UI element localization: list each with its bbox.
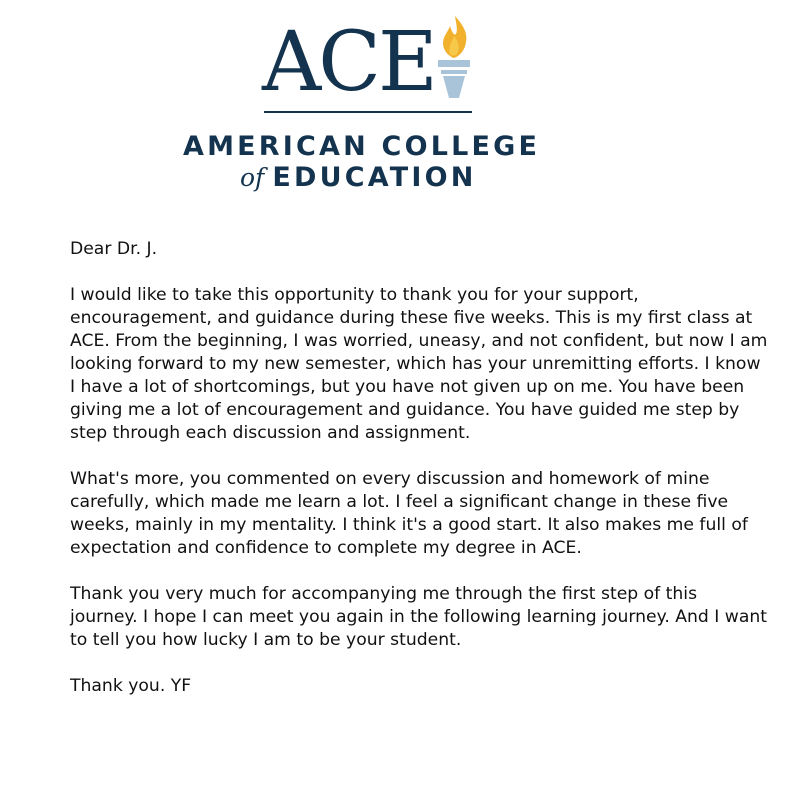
ace-logo: [0, 0, 800, 210]
letter-body: [70, 238, 770, 721]
torch-icon: [434, 14, 474, 100]
letter-closing: Thank you. YF: [70, 676, 192, 696]
letter-paragraph: I would like to take this opportunity to thank you for your support, encouragement, and guidance during these five weeks. This is my first class at ACE. From the beginning, I was worried, uneasy, and not confident, but now I am looking forward to my new semester, which has your unremitting efforts. I know I have a lot of shortcomings, but you have not given up on me. You have been giving me a lot of encouragement and guidance. You have guided me step by step through each discussion and assignment.: [70, 285, 768, 443]
letter-paragraph: Thank you very much for accompanying me through the first step of this journey. I hope I can meet you again in the following learning journey. And I want to tell you how lucky I am to be your student.: [70, 584, 768, 650]
letter-paragraph: What's more, you commented on every discussion and homework of mine carefully, which made me learn a lot. I feel a significant change in these five weeks, mainly in my mentality. I think it's a good start. It also makes me full of expectation and confidence to complete my degree in ACE.: [70, 469, 748, 558]
logo-college-name: AMERICAN COLLEGE: [183, 131, 541, 162]
logo-education-line: [240, 163, 477, 196]
letter-salutation: Dear Dr. J.: [70, 239, 158, 259]
logo-wordmark: ACE: [262, 15, 435, 110]
logo-of-text: of: [240, 163, 265, 192]
logo-education-text: EDUCATION: [272, 162, 477, 193]
logo-divider: [264, 111, 472, 113]
